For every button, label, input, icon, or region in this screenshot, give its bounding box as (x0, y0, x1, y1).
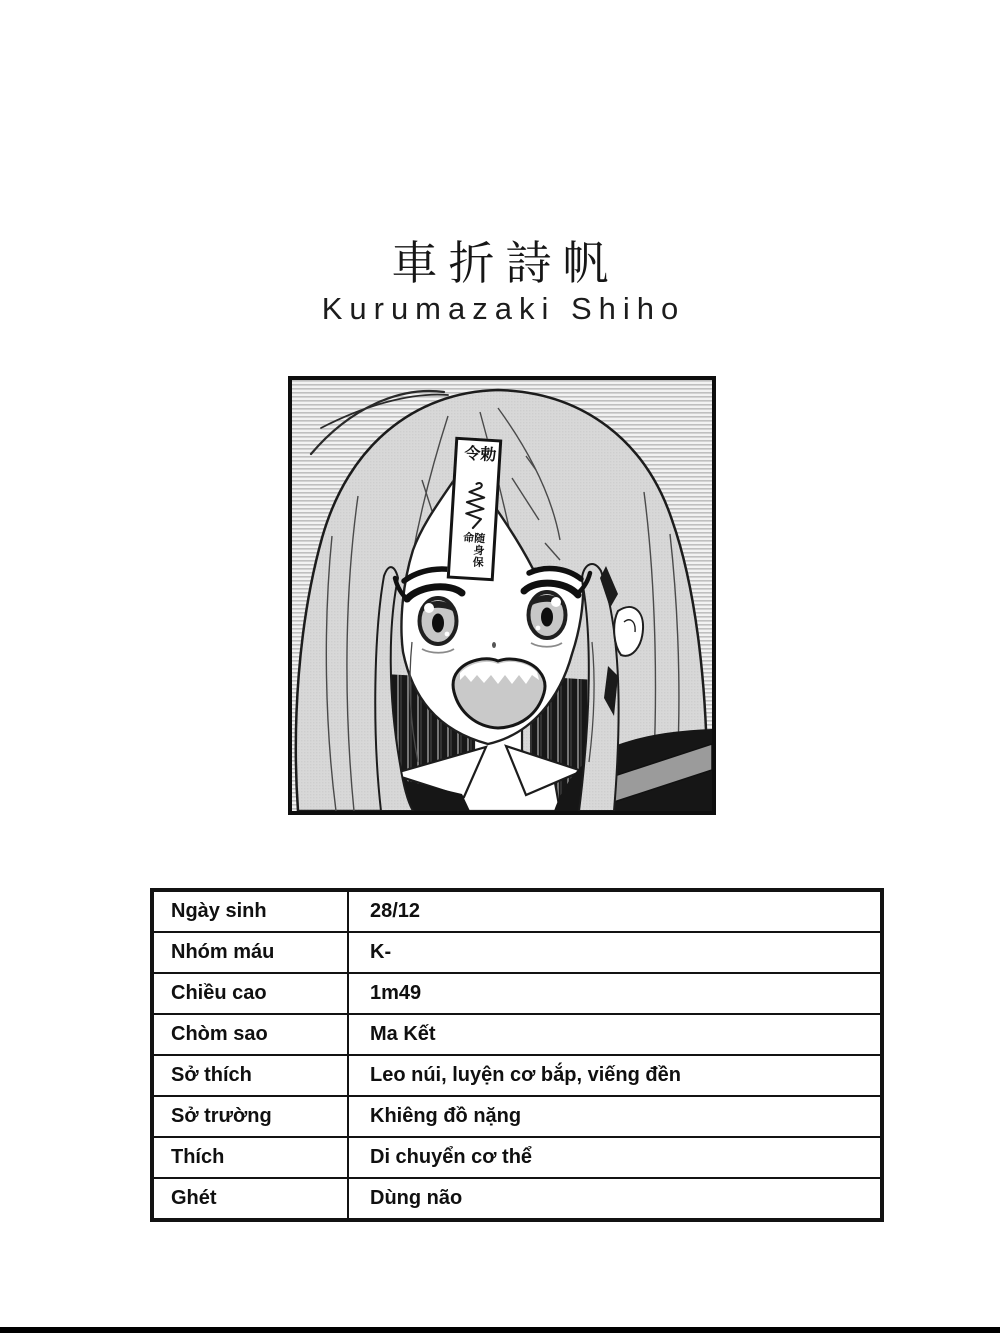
row-label: Nhóm máu (152, 932, 348, 973)
row-label: Ghét (152, 1178, 348, 1220)
row-label: Sở trường (152, 1096, 348, 1137)
table-row (152, 1178, 882, 1220)
table-row (152, 890, 882, 932)
profile-table (150, 888, 884, 1222)
ofuda-header-text: 勅令 (461, 444, 496, 465)
nose (492, 642, 496, 648)
ofuda-sigil-glyph (458, 480, 491, 531)
row-label: Sở thích (152, 1055, 348, 1096)
character-portrait-frame (288, 376, 716, 815)
row-value: Di chuyển cơ thể (348, 1137, 882, 1178)
character-name-romaji: Kurumazaki Shiho (321, 291, 686, 326)
table-row (152, 1014, 882, 1055)
bottom-edge-bar (0, 1327, 1000, 1333)
row-value: Leo núi, luyện cơ bắp, viếng đền (348, 1055, 882, 1096)
character-name-kanji: 車折詩帆 (391, 237, 620, 289)
row-label: Ngày sinh (152, 890, 348, 932)
row-value: Dùng não (348, 1178, 882, 1220)
row-value: Khiêng đồ nặng (348, 1096, 882, 1137)
row-label: Chiều cao (152, 973, 348, 1014)
ofuda-footer-text: 随身保命 (461, 531, 486, 569)
table-row (152, 973, 882, 1014)
row-value: 28/12 (348, 890, 882, 932)
table-row (152, 1137, 882, 1178)
row-label: Thích (152, 1137, 348, 1178)
table-row (152, 1055, 882, 1096)
row-value: 1m49 (348, 973, 882, 1014)
row-label: Chòm sao (152, 1014, 348, 1055)
table-row (152, 932, 882, 973)
table-row (152, 1096, 882, 1137)
character-portrait-illustration (292, 380, 712, 811)
ofuda-talisman (447, 437, 503, 582)
row-value: Ma Kết (348, 1014, 882, 1055)
row-value: K- (348, 932, 882, 973)
